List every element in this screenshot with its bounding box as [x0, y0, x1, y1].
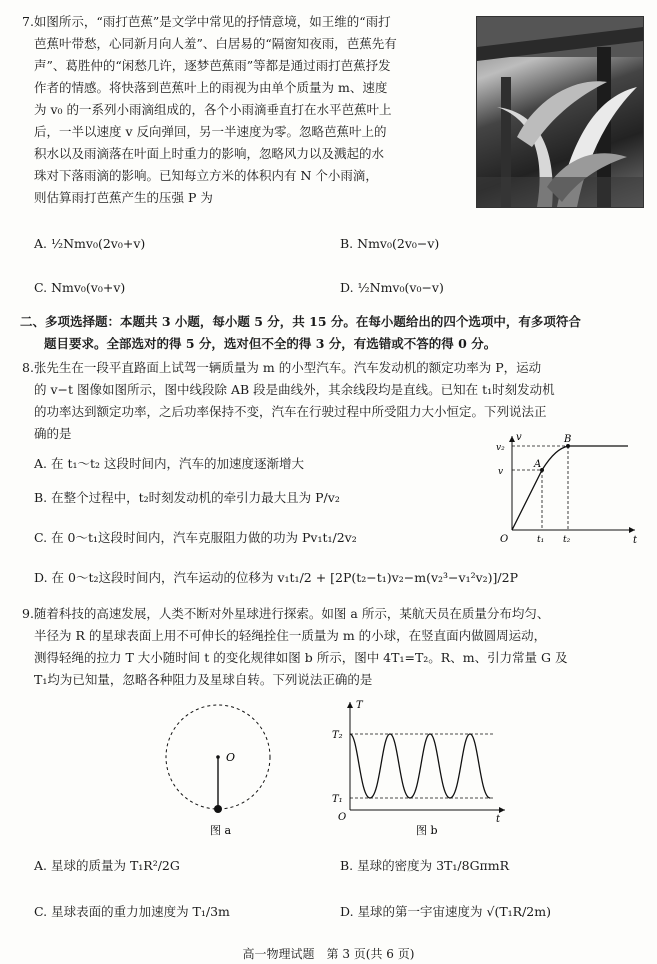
q9-figure-a [160, 700, 290, 840]
q9-line: 9.随着科技的高速发展，人类不断对外星球进行探索。如图 a 所示，某航天员在质量分布均匀、 [22, 606, 550, 621]
q7-option-c: C. Nmv₀(v₀+v) [34, 280, 126, 295]
t-axis-label: t [633, 535, 638, 546]
q8-option-b: B. 在整个过程中，t₂时刻发动机的牵引力最大且为 P/v₂ [34, 490, 340, 505]
q9-option-b: B. 星球的密度为 3T₁/8GπmR [340, 858, 510, 873]
tension-curve [350, 734, 490, 798]
q8-line: 8.张先生在一段平直路面上试驾一辆质量为 m 的小型汽车。汽车发动机的额定功率为 P，运动 [22, 360, 542, 375]
T-axis-arrow [347, 702, 353, 708]
page-footer: 高一物理试题 第 3 页(共 6 页) [242, 947, 415, 961]
q7-option-d: D. ½Nmv₀(v₀−v) [340, 280, 444, 295]
q7-option-a: A. ½Nmv₀(2v₀+v) [34, 236, 146, 251]
q9-option-c: C. 星球表面的重力加速度为 T₁/3m [34, 904, 230, 919]
origin-label: O [500, 534, 509, 545]
banana-leaves-rain-photo [476, 16, 644, 208]
q9-line: 测得轻绳的拉力 T 大小随时间 t 的变化规律如图 b 所示，图中 4T₁=T₂。R、m、引力常量 G 及 [34, 650, 568, 665]
center-point [216, 755, 220, 759]
v1-label: v [498, 467, 504, 477]
q9-option-d: D. 星球的第一宇宙速度为 √(T₁R/2m) [340, 904, 551, 919]
origin-label: O [338, 812, 347, 823]
v-axis-arrow [509, 436, 515, 442]
t-axis-arrow [499, 807, 505, 813]
q7-line: 作者的情感。将快落到芭蕉叶上的雨视为由单个质量为 m、速度 [34, 80, 388, 95]
q7-option-b: B. Nmv₀(2v₀−v) [340, 236, 440, 251]
center-label: O [226, 751, 236, 764]
label-B: B [564, 434, 572, 445]
label-A: A [534, 459, 542, 470]
segment-OA [512, 470, 542, 530]
section-heading: 题目要求。全部选对的得 5 分，选对但不全的得 3 分，有选错或不答的得 0 分。 [44, 336, 497, 351]
photo-illustration [477, 17, 643, 207]
section-heading: 二、多项选择题：本题共 3 小题，每小题 5 分，共 15 分。在每小题给出的四个选项中，有多项符合 [20, 314, 581, 329]
q8-line: 的 v−t 图像如图所示，图中线段除 AB 段是曲线外，其余线段均是直线。已知在 t₁时刻发动机 [34, 382, 555, 397]
fig-a-caption: 图 a [210, 824, 232, 837]
q7-line: 积水以及雨滴落在叶面上时重力的影响，忽略风力以及溅起的水 [34, 146, 385, 161]
T1-label: T₁ [332, 794, 343, 805]
T2-label: T₂ [332, 730, 343, 741]
ball [214, 805, 222, 813]
q8-line: 的功率达到额定功率，之后功率保持不变，汽车在行驶过程中所受阻力大小恒定。下列说法正 [34, 404, 547, 419]
q7-line: 则估算雨打芭蕉产生的压强 P 为 [34, 190, 213, 205]
q7-line: 珠对下落雨滴的影响。已知每立方米的体积内有 N 个小雨滴， [34, 168, 378, 183]
q9-figure-b [330, 698, 510, 840]
fig-b-caption: 图 b [416, 824, 438, 837]
q8-option-d: D. 在 0～t₂这段时间内，汽车运动的位移为 v₁t₁/2 + [2P(t₂−t₁)v₂−m(v₂³−v₁²v₂)]/2P [34, 570, 519, 585]
t-axis-arrow [629, 527, 635, 533]
q9-line: 半径为 R 的星球表面上用不可伸长的轻绳拴住一质量为 m 的小球，在竖直面内做圆周运动， [34, 628, 547, 643]
v-axis-label: v [516, 432, 522, 443]
t1-label: t₁ [537, 535, 545, 545]
q8-vt-graph [490, 430, 640, 550]
q8-line: 确的是 [34, 426, 72, 441]
t-axis-label: t [496, 814, 501, 825]
q7-line: 芭蕉叶带愁，心同新月向人羞”、白居易的“隔窗知夜雨，芭蕉先有 [34, 36, 397, 51]
q9-option-a: A. 星球的质量为 T₁R²/2G [34, 858, 180, 873]
q7-line: 声”、葛胜仲的“闲愁几许，逐梦芭蕉雨”等都是通过雨打芭蕉抒发 [34, 58, 391, 73]
T-axis-label: T [356, 700, 363, 711]
q7-line: 为 v₀ 的一系列小雨滴组成的，各个小雨滴垂直打在水平芭蕉叶上 [34, 102, 392, 117]
curve-AB [542, 446, 568, 470]
q7-line: 7.如图所示，“雨打芭蕉”是文学中常见的抒情意境，如王维的“雨打 [22, 14, 391, 29]
q8-option-c: C. 在 0～t₁这段时间内，汽车克服阻力做的功为 Pv₁t₁/2v₂ [34, 530, 357, 545]
t2-label: t₂ [563, 535, 571, 545]
v2-label: v₂ [496, 443, 505, 453]
q9-line: T₁均为已知量，忽略各种阻力及星球自转。下列说法正确的是 [34, 672, 373, 687]
q7-line: 后，一半以速度 v 反向弹回，另一半速度为零。忽略芭蕉叶上的 [34, 124, 387, 139]
q8-option-a: A. 在 t₁～t₂ 这段时间内，汽车的加速度逐渐增大 [34, 456, 304, 471]
